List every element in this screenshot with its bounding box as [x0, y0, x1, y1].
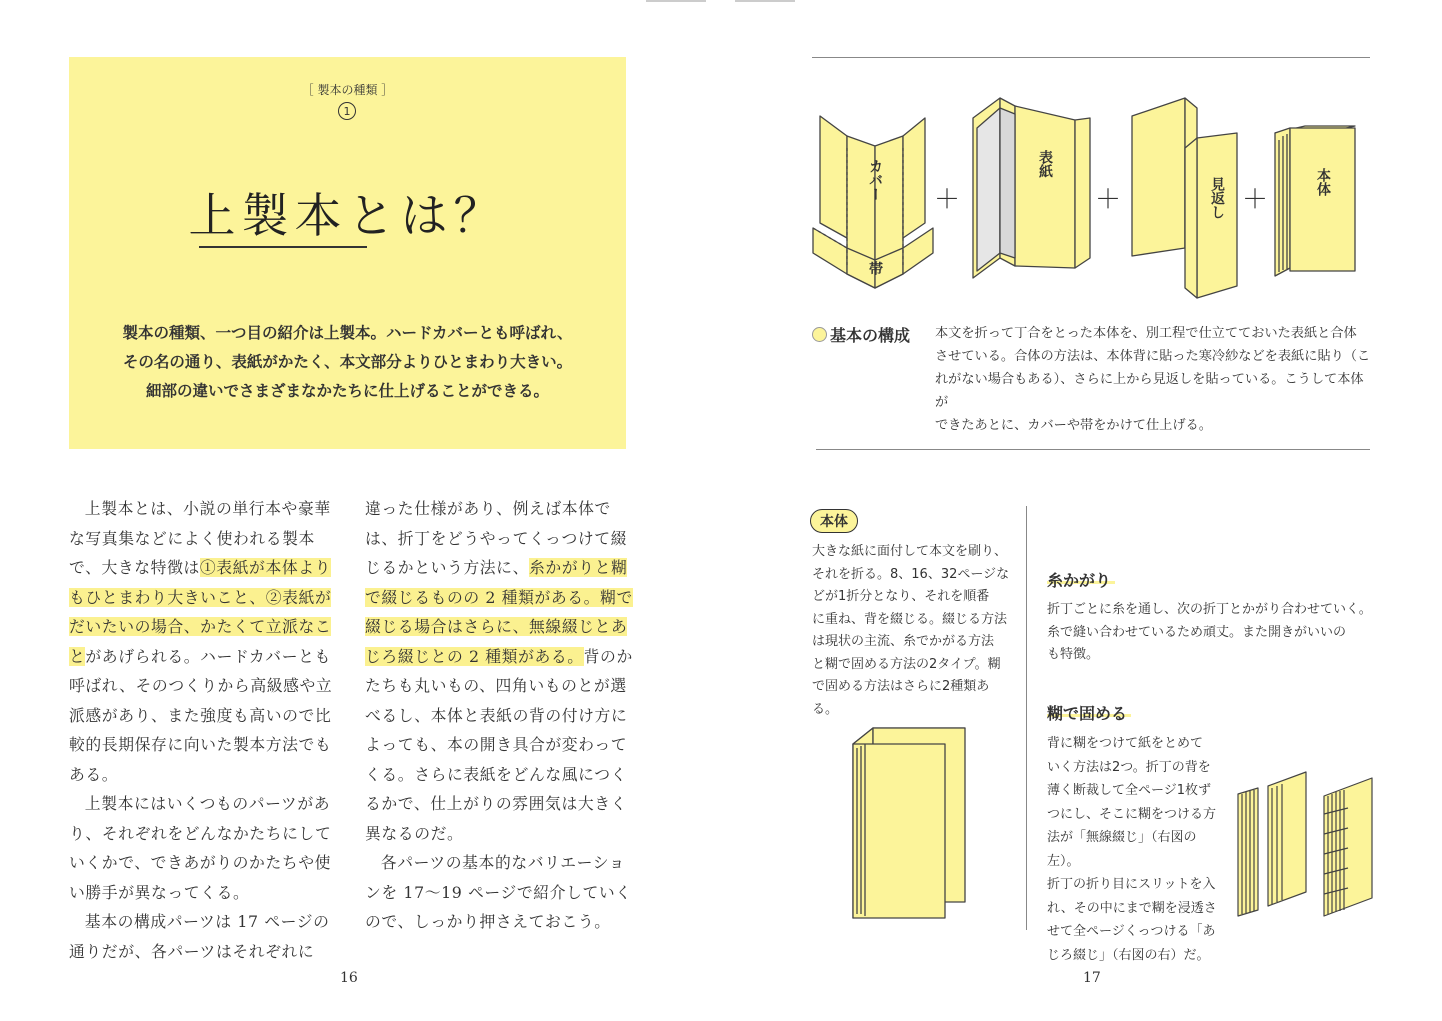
part-label-cover: カバー: [867, 159, 883, 201]
body-paragraph: 上製本にはいくつものパーツがあり、それぞれをどんなかたちにしていくかで、できあがりのかたちや使い勝手が異なってくる。: [69, 794, 332, 902]
page-title: 上製本とは？: [188, 189, 507, 244]
kihon-line: させている。合体の方法は、本体背に貼った寒冷紗などを表紙に貼り（こ: [935, 349, 1371, 364]
body-text: 違った仕様があり、例えば本体では、折丁をどうやってくっつけて綴じるかという方法に、: [365, 499, 628, 577]
nori-line: せて全ページくっつける「あ: [1047, 924, 1216, 939]
body-paragraph: 基本の構成パーツは 17 ページの通りだが、各パーツはそれぞれに: [69, 912, 330, 961]
book-block-small-illustration: [1268, 772, 1306, 906]
hontai-line: それを折る。8、16、32ページな: [812, 566, 1010, 582]
highlighted-text: ①表紙が本体よりもひとまわり大きいこと、②表紙がだいたいの場合、かたくて立派なこと: [69, 558, 332, 666]
nori-line: れ、その中にまで糊を浸透さ: [1047, 900, 1217, 916]
kihon-line: 本文を折って丁合をとった本体を、別工程で仕立てておいた表紙と合体: [935, 326, 1357, 341]
kihon-label-text: 基本の構成: [830, 326, 911, 345]
middle-rule: [816, 449, 1370, 450]
plus-sign: ＋: [1241, 185, 1269, 215]
intro-line: 細部の違いでさまざまなかたちに仕上げることができる。: [145, 382, 549, 400]
hontai-line: に重ね、背を綴じる。綴じる方法: [812, 611, 1008, 627]
nori-description: [1047, 732, 1227, 967]
part-label-mikaeshi: 見返し: [1209, 177, 1225, 219]
nori-line: 薄く断裁して全ページ1枚ず: [1047, 783, 1212, 798]
kihon-label: [812, 323, 910, 346]
body-paragraph: 各パーツの基本的なバリエーションを 17〜19 ページで紹介していくので、しっかり押さえておこう。: [365, 853, 632, 931]
hontai-line: る。: [812, 701, 839, 717]
intro-text: [69, 319, 626, 406]
plus-sign: ＋: [1094, 185, 1122, 215]
ito-line: 糸で縫い合わせているため頑丈。また開きがいいの: [1047, 624, 1347, 640]
nori-line: 背に糊をつけて紙をとめて: [1047, 736, 1204, 751]
hontai-line: と糊で固める方法の2タイプ。糊: [812, 656, 1001, 672]
part-label-hontai: 本体: [1315, 168, 1331, 196]
section-number-badge: 1: [338, 102, 356, 120]
plus-sign: ＋: [933, 185, 961, 215]
ito-line: 折丁ごとに糸を通し、次の折丁とかがり合わせていく。: [1047, 602, 1372, 617]
column-divider: [1026, 506, 1027, 930]
nori-heading: 糊で固める: [1047, 704, 1128, 723]
body-paragraph: [365, 494, 637, 848]
binding-illustrations: [1232, 770, 1377, 920]
category-label: ［ 製本の種類 ］: [301, 83, 394, 97]
body-paragraph: [69, 494, 337, 789]
nori-line: 法が「無線綴じ」（右図の左）。: [1047, 830, 1197, 869]
top-rule: [812, 57, 1370, 58]
ito-description: [1047, 599, 1387, 667]
hontai-description: [812, 541, 1012, 721]
body-text: 上製本とは、小説の単行本や豪華な写真集などによく使われる製本で、大きな特徴は: [69, 499, 331, 577]
hontai-illustration: [1275, 126, 1355, 276]
title-box: [69, 57, 626, 449]
parts-illustration: [805, 88, 1385, 303]
kihon-dot-icon: [812, 327, 827, 342]
hontai-badge: 本体: [810, 509, 858, 533]
intro-line: 製本の種類、一つ目の紹介は上製本。ハードカバーとも呼ばれ、: [122, 324, 573, 342]
ito-line: も特徴。: [1047, 647, 1100, 662]
kihon-line: できたあとに、カバーや帯をかけて仕上げる。: [935, 418, 1212, 433]
nori-line: いく方法は2つ。折丁の背を: [1047, 759, 1211, 775]
hontai-line: は現状の主流、糸でかがる方法: [812, 634, 995, 649]
hontai-line: で固める方法はさらに2種類あ: [812, 679, 990, 694]
kihon-description: [935, 322, 1375, 437]
kihon-line: れがない場合もある）、さらに上から見返しを貼っている。こうして本体が: [935, 372, 1364, 410]
book-block-illustration: [845, 722, 975, 922]
part-label-obi: 帯: [867, 261, 883, 275]
hontai-line: どが1折分となり、それを順番: [812, 589, 990, 604]
hyoshi-illustration: [973, 98, 1090, 278]
part-label-hyoshi: 表紙: [1037, 150, 1053, 178]
ito-heading: 糸かがり: [1047, 571, 1112, 590]
page-number-left: 16: [340, 970, 358, 986]
nori-line: つにし、そこに糊をつける方: [1047, 806, 1217, 822]
ajiro-binding-illustration: [1324, 778, 1372, 916]
highlighted-text: 糸かがりと糊で綴じるものの 2 種類がある。糊で綴じる場合はさらに、無線綴じとあじろ綴じとの 2 種類がある。: [365, 558, 633, 666]
body-column-2: [365, 494, 637, 937]
intro-line: その名の通り、表紙がかたく、本文部分よりひとまわり大きい。: [122, 353, 573, 371]
nori-line: じろ綴じ」（右図の右）だ。: [1047, 947, 1210, 963]
nori-line: 折丁の折り目にスリットを入: [1047, 877, 1216, 892]
body-text: があげられる。ハードカバーとも呼ばれ、そのつくりから高級感や立派感があり、また強度も高いので比較的長期保存に向いた製本方法でもある。: [69, 646, 333, 784]
body-column-1: [69, 494, 337, 966]
top-mark-right: [735, 0, 795, 2]
page-number-right: 17: [1083, 970, 1101, 986]
musen-binding-illustration: [1238, 788, 1258, 916]
top-mark-left: [646, 0, 706, 2]
body-text: 背のかたちも丸いもの、四角いものとが選べるし、本体と表紙の背の付け方によっても、本の開き具合が変わってくる。さらに表紙をどんな風につくるかで、仕上がりの雰囲気は大きく異なるのだ。: [365, 646, 633, 843]
title-underline: [199, 246, 367, 248]
hontai-line: 大きな紙に面付して本文を刷り、: [812, 544, 1008, 559]
